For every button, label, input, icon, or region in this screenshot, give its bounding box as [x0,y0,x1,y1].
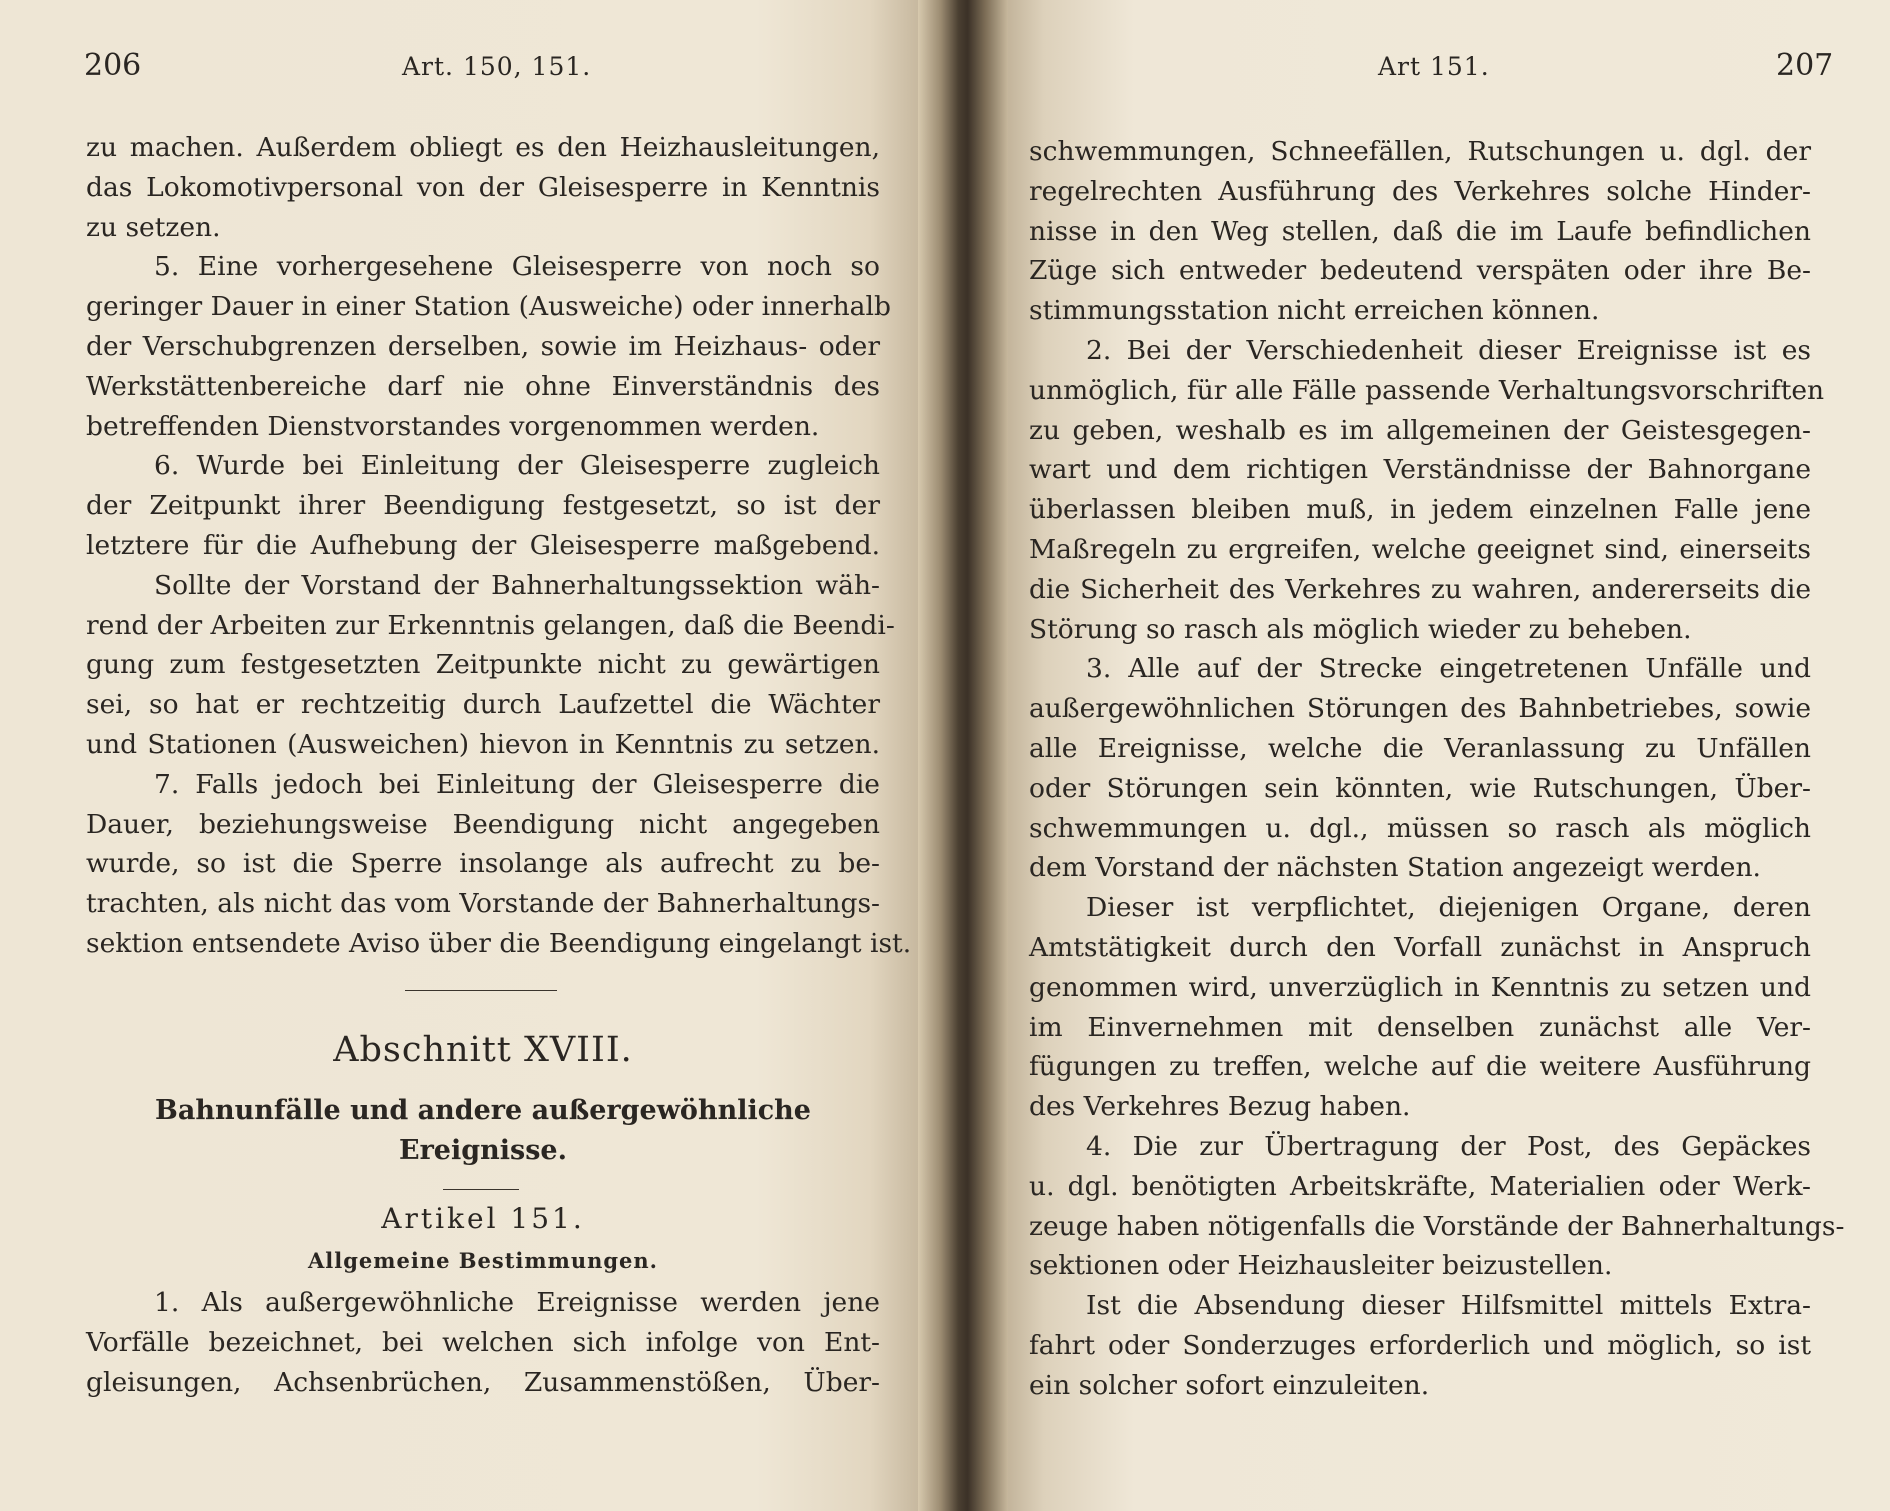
text-line: fahrt oder Sonderzuges erforderlich und möglich, so ist [1029,1329,1811,1361]
text-line: Dauer, beziehungsweise Beendigung nicht angegeben [86,808,880,840]
text-line: u. dgl. benötigten Arbeitskräfte, Materialien oder Werk- [1029,1170,1811,1202]
text-line: gung zum festgesetzten Zeitpunkte nicht zu gewärtigen [86,649,880,681]
text-line: Vorfälle bezeichnet, bei welchen sich infolge von Ent- [86,1326,880,1358]
text-line: genommen wird, unverzüglich in Kenntnis zu setzen und [1029,971,1811,1003]
text-line: der Zeitpunkt ihrer Beendigung festgesetzt, so ist der [86,490,880,522]
text-line: stimmungsstation nicht erreichen können. [1029,295,1600,327]
text-line: sei, so hat er rechtzeitig durch Laufzettel die Wächter [86,689,880,721]
text-line: nisse in den Weg stellen, daß die im Laufe befindlichen [1029,215,1811,247]
text-line: dem Vorstand der nächsten Station angezeigt werden. [1029,852,1761,884]
section-rule-short [443,1189,519,1190]
text-line: der Verschubgrenzen derselben, sowie im Heizhaus- oder [86,330,880,362]
text-line: überlassen bleiben muß, in jedem einzelnen Falle jene [1029,494,1811,526]
text-line: zu setzen. [86,211,221,243]
text-line: das Lokomotivpersonal von der Gleisesperre in Kenntnis [86,171,880,203]
text-line: zeuge haben nötigenfalls die Vorstände der Bahnerhaltungs- [1029,1210,1845,1242]
text-line: betreffenden Dienstvorstandes vorgenommen werden. [86,410,820,442]
text-block-bottom [86,1283,880,1402]
text-line: Störung so rasch als möglich wieder zu beheben. [1029,613,1692,645]
text-line: wart und dem richtigen Verständnisse der Bahnorgane [1029,454,1811,486]
text-line: sektion entsendete Aviso über die Beendigung eingelangt ist. [86,927,912,959]
running-head: Art 151. [1378,52,1490,81]
text-line: schwemmungen u. dgl., müssen so rasch als möglich [1029,812,1811,844]
text-line: Maßregeln zu ergreifen, welche geeignet sind, einerseits [1029,533,1811,565]
text-block-top [86,128,912,964]
text-line: wurde, so ist die Sperre insolange als aufrecht zu be- [86,848,880,880]
right-page [990,0,1890,1511]
text-line: des Verkehres Bezug haben. [1029,1091,1411,1123]
text-line: Sollte der Vorstand der Bahnerhaltungssektion wäh- [154,569,880,601]
text-line: rend der Arbeiten zur Erkenntnis gelangen, daß die Beendi- [86,609,895,641]
text-line: 5. Eine vorhergesehene Gleisesperre von noch so [154,251,880,283]
text-line: geringer Dauer in einer Station (Ausweiche) oder innerhalb [86,291,891,323]
text-line: im Einvernehmen mit denselben zunächst alle Ver- [1029,1011,1811,1043]
text-line: sektionen oder Heizhausleiter beizustellen. [1029,1250,1613,1282]
text-line: schwemmungen, Schneefällen, Rutschungen u. dgl. der [1029,136,1811,167]
text-line: ein solcher sofort einzuleiten. [1029,1369,1430,1401]
text-line: 2. Bei der Verschiedenheit dieser Ereignisse ist es [1086,334,1811,366]
text-line: gleisungen, Achsenbrüchen, Zusammenstößen, Über- [86,1366,880,1398]
text-line: regelrechten Ausführung des Verkehres solche Hinder- [1029,175,1811,207]
text-line: und Stationen (Ausweichen) hievon in Kenntnis zu setzen. [86,728,880,760]
chapter-subtitle-line: Ereignisse. [399,1135,567,1166]
text-line: 6. Wurde bei Einleitung der Gleisesperre zugleich [154,450,880,482]
text-line: unmöglich, für alle Fälle passende Verhaltungsvorschriften [1029,374,1825,406]
text-line: letztere für die Aufhebung der Gleisesperre maßgebend. [86,529,880,561]
text-line: alle Ereignisse, welche die Veranlassung zu Unfällen [1029,732,1811,764]
article-title: Artikel 151. [381,1202,585,1235]
text-line: außergewöhnlichen Störungen des Bahnbetriebes, sowie [1029,693,1811,725]
chapter-title: Abschnitt XVIII. [333,1030,633,1070]
text-line: Werkstättenbereiche darf nie ohne Einverständnis des [86,370,880,402]
text-line: 3. Alle auf der Strecke eingetretenen Unfälle und [1086,653,1811,685]
book-gutter [918,0,1008,1511]
chapter-subtitle [86,1091,880,1171]
text-line: oder Störungen sein könnten, wie Rutschungen, Über- [1029,772,1811,804]
page-number: 206 [84,48,142,83]
article-subtitle: Allgemeine Bestimmungen. [307,1248,658,1273]
text-line: Dieser ist verpflichtet, diejenigen Organe, deren [1086,892,1811,924]
text-line: Züge sich entweder bedeutend verspäten oder ihre Be- [1029,255,1811,287]
text-line: Ist die Absendung dieser Hilfsmittel mittels Extra- [1086,1290,1811,1322]
page-number: 207 [1776,48,1834,83]
section-rule [405,990,557,991]
text-line: 4. Die zur Übertragung der Post, des Gepäckes [1086,1130,1811,1162]
text-block [1029,132,1845,1406]
text-line: 7. Falls jedoch bei Einleitung der Gleisesperre die [154,768,880,800]
text-line: zu machen. Außerdem obliegt es den Heizhausleitungen, [86,132,880,163]
text-line: 1. Als außergewöhnliche Ereignisse werden jene [154,1287,880,1318]
text-line: fügungen zu treffen, welche auf die weitere Ausführung [1029,1051,1811,1083]
text-line: Amtstätigkeit durch den Vorfall zunächst in Anspruch [1029,931,1811,963]
chapter-subtitle-line: Bahnunfälle und andere außergewöhnliche [155,1095,811,1126]
text-line: die Sicherheit des Verkehres zu wahren, andererseits die [1029,573,1811,605]
running-head: Art. 150, 151. [402,52,592,81]
text-line: zu geben, weshalb es im allgemeinen der Geistesgegen- [1029,414,1811,446]
text-line: trachten, als nicht das vom Vorstande der Bahnerhaltungs- [86,888,881,920]
